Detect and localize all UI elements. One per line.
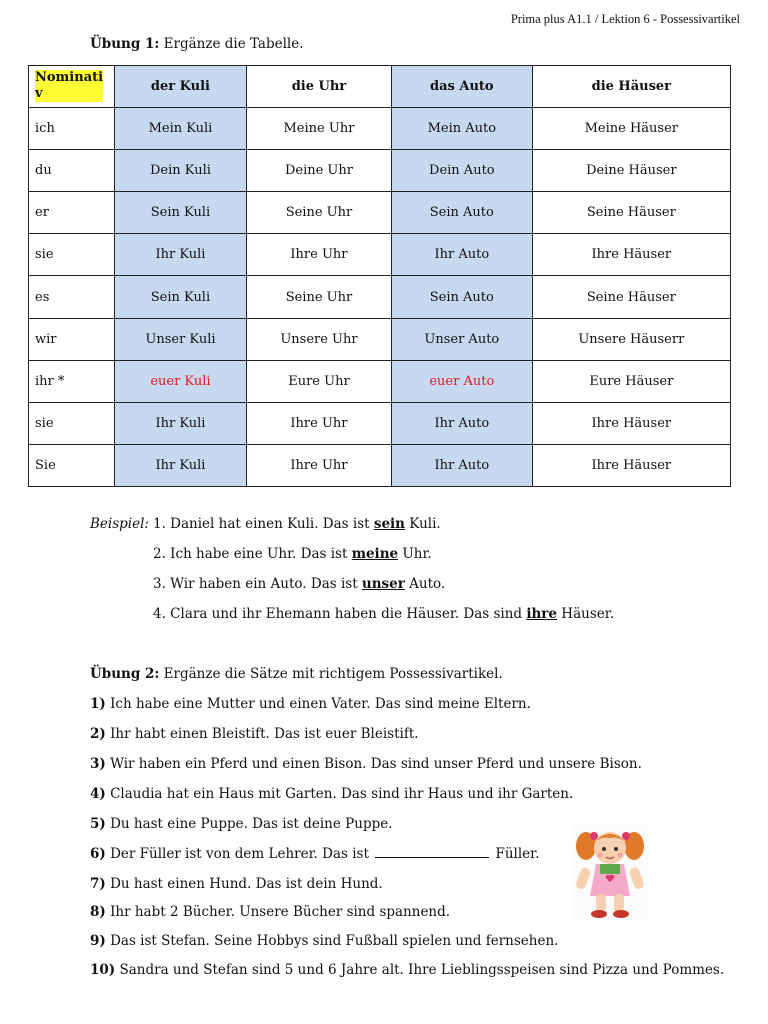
table-cell: Ihre Uhr xyxy=(246,444,391,486)
table-cell: Ihr Kuli xyxy=(115,234,247,276)
table-cell: Dein Kuli xyxy=(115,150,247,192)
table-cell: Deine Häuser xyxy=(532,150,730,192)
nominativ-label: Nominati v xyxy=(35,70,104,101)
exercise-2-item: 9) Das ist Stefan. Seine Hobbys sind Fußball spielen und fernsehen. xyxy=(90,933,559,949)
exercise-2-item: 7) Du hast einen Hund. Das ist dein Hund. xyxy=(90,876,383,892)
table-cell: Ihre Uhr xyxy=(246,234,391,276)
example-label: Beispiel: xyxy=(90,516,149,532)
table-cell: Unser Auto xyxy=(392,318,533,360)
table-cell: Seine Uhr xyxy=(246,192,391,234)
table-cell: Dein Auto xyxy=(392,150,533,192)
table-cell: Sein Kuli xyxy=(115,276,247,318)
corner-cell xyxy=(29,66,115,108)
table-cell: Unsere Häuserr xyxy=(532,318,730,360)
table-cell: Ihr Auto xyxy=(392,402,533,444)
table-row xyxy=(29,108,731,150)
table-cell: Ihr Auto xyxy=(392,234,533,276)
exercise-2-item: 10) Sandra und Stefan sind 5 und 6 Jahre alt. Ihre Lieblingsspeisen sind Pizza und Pommes. xyxy=(90,962,725,978)
table-cell: Ihr Kuli xyxy=(115,402,247,444)
table-row xyxy=(29,276,731,318)
table-cell: Seine Häuser xyxy=(532,276,730,318)
example-item: 2. Ich habe eine Uhr. Das ist meine Uhr. xyxy=(153,546,432,562)
example-item: 3. Wir haben ein Auto. Das ist unser Auto. xyxy=(153,576,446,592)
page-header: Prima plus A1.1 / Lektion 6 - Possessivartikel xyxy=(510,12,740,26)
table-row xyxy=(29,234,731,276)
table-cell: Sein Kuli xyxy=(115,192,247,234)
pronoun-cell: ihr * xyxy=(29,360,115,402)
table-cell: Ihre Häuser xyxy=(532,234,730,276)
pronoun-cell: es xyxy=(29,276,115,318)
column-header: die Uhr xyxy=(246,66,391,108)
pronoun-cell: wir xyxy=(29,318,115,360)
table-cell: Unsere Uhr xyxy=(246,318,391,360)
table-cell: Meine Uhr xyxy=(246,108,391,150)
doll-icon xyxy=(572,824,648,920)
exercise-2-item: 3) Wir haben ein Pferd und einen Bison. Das sind unser Pferd und unsere Bison. xyxy=(90,756,642,772)
table-cell: Deine Uhr xyxy=(246,150,391,192)
table-cell: Ihre Häuser xyxy=(532,402,730,444)
pronoun-cell: er xyxy=(29,192,115,234)
table-cell: Seine Häuser xyxy=(532,192,730,234)
table-cell: Ihre Uhr xyxy=(246,402,391,444)
exercise-2-item: 2) Ihr habt einen Bleistift. Das ist euer Bleistift. xyxy=(90,726,419,742)
table-row xyxy=(29,192,731,234)
example-item: 1. Daniel hat einen Kuli. Das ist sein Kuli. xyxy=(153,516,441,532)
exercise-2-title: Übung 2: Ergänze die Sätze mit richtigem Possessivartikel. xyxy=(90,666,503,682)
table-cell: Unser Kuli xyxy=(115,318,247,360)
table-cell: Eure Uhr xyxy=(246,360,391,402)
column-header: das Auto xyxy=(392,66,533,108)
table-cell: Meine Häuser xyxy=(532,108,730,150)
table-cell: Sein Auto xyxy=(392,276,533,318)
column-header: die Häuser xyxy=(532,66,730,108)
exercise-1-label: Übung 1: xyxy=(90,36,160,52)
table-cell: euer Auto xyxy=(392,360,533,402)
table-cell: euer Kuli xyxy=(115,360,247,402)
table-cell: Mein Auto xyxy=(392,108,533,150)
exercise-2-item: 4) Claudia hat ein Haus mit Garten. Das sind ihr Haus und ihr Garten. xyxy=(90,786,574,802)
pronoun-cell: sie xyxy=(29,402,115,444)
table-cell: Ihr Auto xyxy=(392,444,533,486)
table-row xyxy=(29,318,731,360)
answer-blank[interactable] xyxy=(375,846,489,858)
exercise-2-item: 8) Ihr habt 2 Bücher. Unsere Bücher sind spannend. xyxy=(90,904,451,920)
table-row xyxy=(29,150,731,192)
pronoun-cell: du xyxy=(29,150,115,192)
exercise-2-item: 5) Du hast eine Puppe. Das ist deine Puppe. xyxy=(90,816,393,832)
pronoun-cell: sie xyxy=(29,234,115,276)
table-cell: Ihre Häuser xyxy=(532,444,730,486)
exercise-2-item: 1) Ich habe eine Mutter und einen Vater. Das sind meine Eltern. xyxy=(90,696,531,712)
exercise-1-title xyxy=(90,36,304,52)
exercise-1-instruction: Ergänze die Tabelle. xyxy=(159,36,304,52)
table-cell: Ihr Kuli xyxy=(115,444,247,486)
table-row xyxy=(29,360,731,402)
exercise-2-item: 6) Der Füller ist von dem Lehrer. Das ist Füller. xyxy=(90,846,540,862)
example-item: 4. Clara und ihr Ehemann haben die Häuser. Das sind ihre Häuser. xyxy=(153,606,615,622)
table-header-row xyxy=(29,66,731,108)
table-row xyxy=(29,444,731,486)
table-cell: Eure Häuser xyxy=(532,360,730,402)
pronoun-cell: ich xyxy=(29,108,115,150)
possessive-table xyxy=(28,65,731,487)
table-cell: Sein Auto xyxy=(392,192,533,234)
column-header: der Kuli xyxy=(115,66,247,108)
table-cell: Seine Uhr xyxy=(246,276,391,318)
pronoun-cell: Sie xyxy=(29,444,115,486)
table-row xyxy=(29,402,731,444)
table-cell: Mein Kuli xyxy=(115,108,247,150)
